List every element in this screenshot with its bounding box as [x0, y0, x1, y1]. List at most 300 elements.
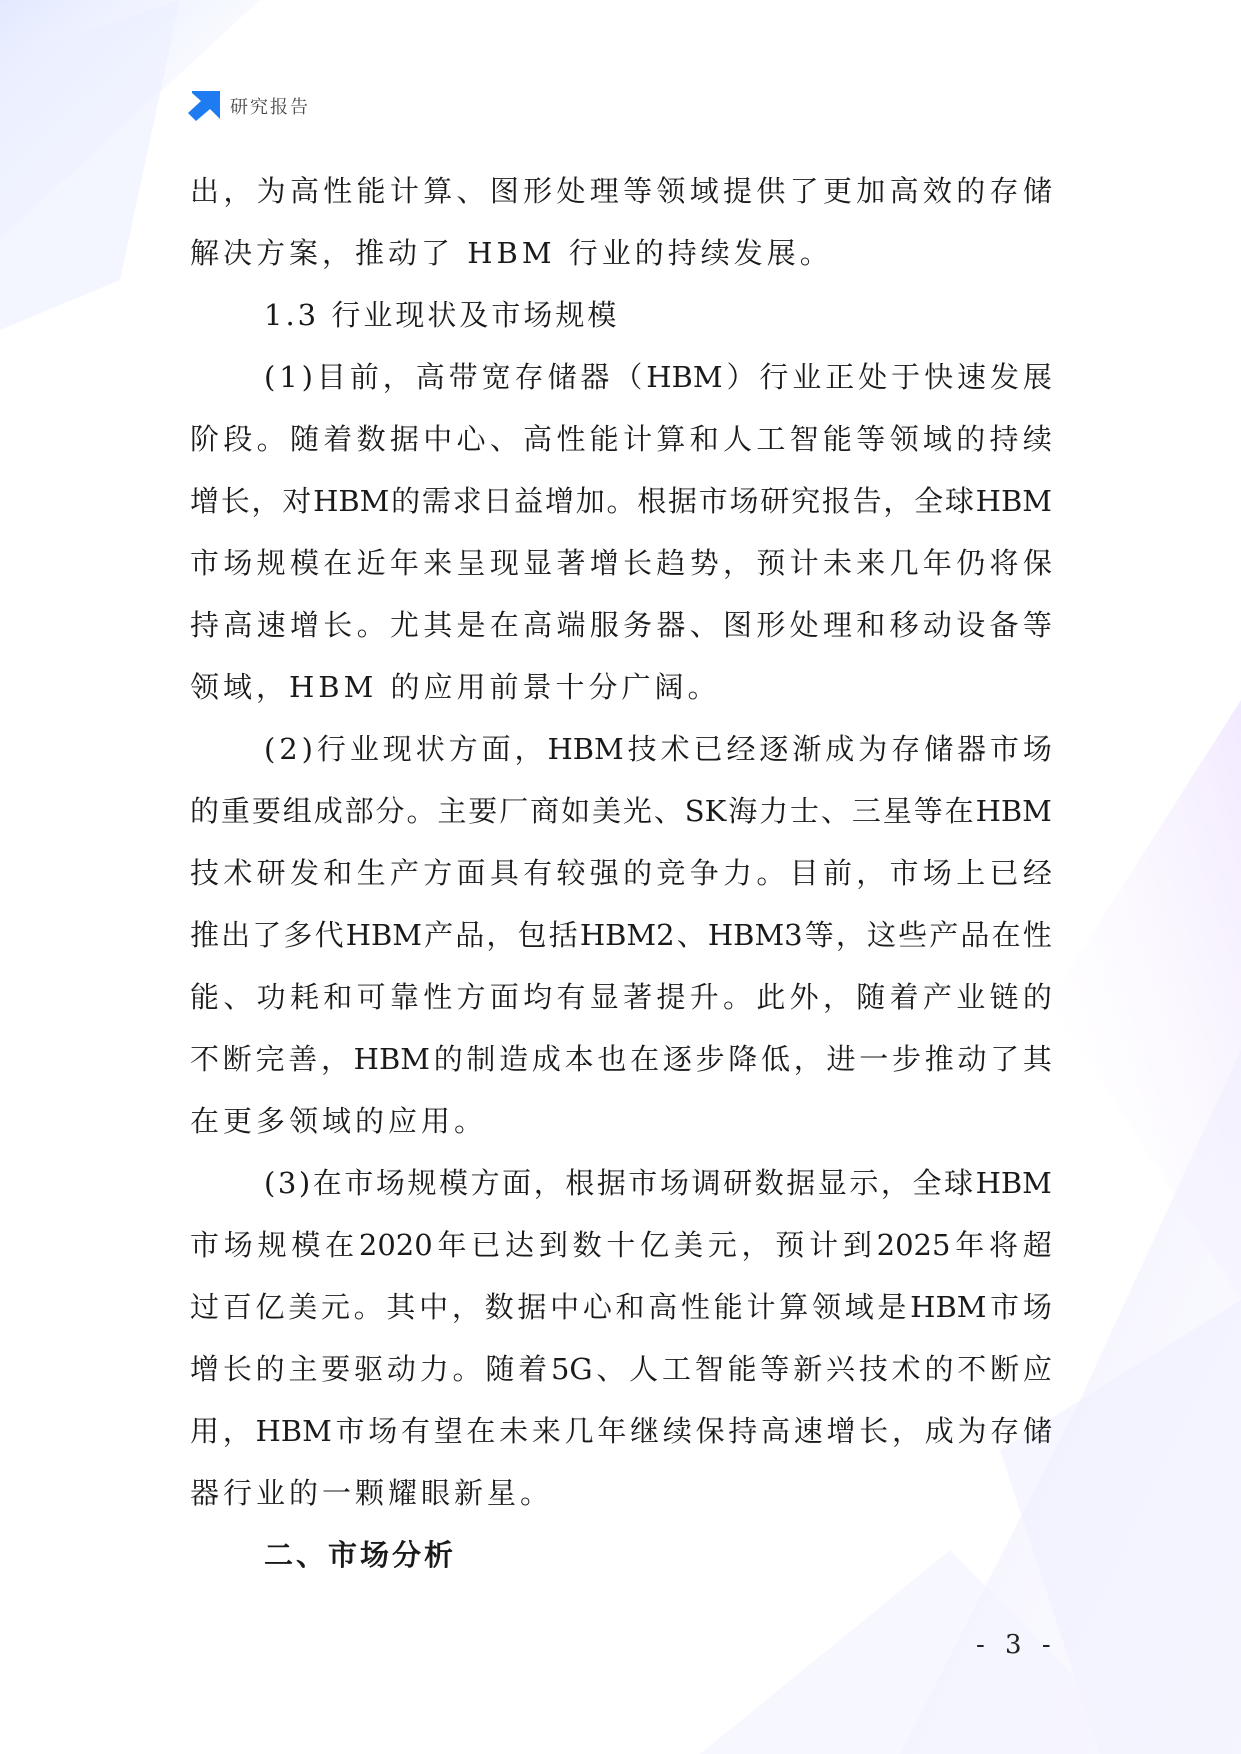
text-glyph: 人: [723, 422, 753, 456]
text-glyph: 存: [514, 360, 544, 394]
text-glyph: 究: [791, 484, 821, 518]
text-glyph: 现: [382, 732, 412, 766]
text-glyph: HBM: [255, 1414, 332, 1448]
text-glyph: 部: [344, 794, 374, 828]
text-glyph: 动: [386, 1352, 416, 1386]
text-glyph: HBM: [975, 794, 1052, 828]
text-glyph: 等: [856, 422, 886, 456]
text-glyph: 状: [415, 732, 445, 766]
text-glyph: 储: [924, 732, 954, 766]
text-glyph: 图: [723, 608, 753, 642]
text-glyph: 产: [424, 918, 454, 952]
text-glyph: 性: [423, 980, 453, 1014]
arrow-logo-icon: [188, 91, 220, 121]
text-glyph: 随: [485, 1352, 515, 1386]
text-glyph: 逐: [759, 732, 789, 766]
text-glyph: ，: [486, 918, 516, 952]
body-line: [190, 470, 1052, 532]
text-glyph: HBM: [313, 484, 390, 518]
text-glyph: 阶: [190, 422, 220, 456]
text-glyph: 更: [822, 174, 852, 208]
text-glyph: 逐: [662, 1042, 692, 1076]
text-glyph: 能: [356, 174, 386, 208]
text-glyph: 新: [793, 1352, 823, 1386]
text-glyph: 在: [489, 608, 519, 642]
text-glyph: 形: [523, 174, 553, 208]
text-glyph: 推: [190, 918, 220, 952]
text-glyph: 品: [455, 918, 485, 952]
text-glyph: 研: [723, 1166, 753, 1200]
text-glyph: 能: [727, 1352, 757, 1386]
text-glyph: 的: [956, 422, 986, 456]
text-glyph: 提: [656, 980, 686, 1014]
text-glyph: 显: [817, 1166, 847, 1200]
text-glyph: 未: [499, 1414, 529, 1448]
body-line: [190, 1028, 1052, 1090]
text-glyph: HBM2: [579, 918, 675, 952]
text-glyph: 士: [790, 794, 820, 828]
text-glyph: 在: [325, 1228, 355, 1262]
text-glyph: 高: [415, 360, 445, 394]
text-glyph: 在: [630, 1042, 660, 1076]
text-glyph: 也: [597, 1042, 627, 1076]
text-glyph: 年: [955, 1228, 985, 1262]
text-glyph: 持: [190, 608, 220, 642]
text-glyph: 理: [822, 608, 852, 642]
text-glyph: 性: [323, 174, 353, 208]
text-glyph: ，: [514, 732, 544, 766]
text-glyph: 移: [889, 608, 919, 642]
text-glyph: 靠: [389, 980, 419, 1014]
text-glyph: 正: [825, 360, 855, 394]
text-glyph: 预: [756, 546, 786, 580]
text-glyph: 的: [1022, 980, 1052, 1014]
text-glyph: 在: [466, 1414, 496, 1448]
text-glyph: 研: [760, 484, 790, 518]
text-glyph: 的: [391, 484, 421, 518]
text-glyph: 域: [844, 1290, 874, 1324]
text-glyph: 产: [929, 918, 959, 952]
text-glyph: 其: [423, 608, 453, 642]
text-glyph: 益: [514, 484, 544, 518]
text-glyph: 能: [822, 422, 852, 456]
text-glyph: 全: [914, 484, 944, 518]
text-glyph: 、: [689, 608, 719, 642]
text-glyph: 。: [356, 608, 386, 642]
body-line: [190, 1338, 1052, 1400]
text-glyph: 有: [523, 856, 553, 890]
text-glyph: 是: [456, 608, 486, 642]
text-glyph: 研: [256, 856, 286, 890]
text-glyph: ，: [891, 1414, 921, 1448]
text-glyph: 的: [255, 1352, 285, 1386]
body-line: [190, 1276, 1052, 1338]
text-glyph: 驱: [354, 1352, 384, 1386]
text-glyph: 十: [606, 1228, 636, 1262]
body-line: [190, 408, 1052, 470]
text-glyph: 年: [597, 1414, 627, 1448]
text-glyph: ): [301, 732, 313, 766]
text-glyph: 年: [922, 546, 952, 580]
text-glyph: 此: [756, 980, 786, 1014]
body-line: [190, 346, 1052, 408]
text-glyph: 的: [924, 1352, 954, 1386]
text-glyph: 要: [251, 794, 281, 828]
text-glyph: 速: [793, 1414, 823, 1448]
body-line: [190, 594, 1052, 656]
text-glyph: 工: [756, 422, 786, 456]
text-glyph: 能: [190, 980, 220, 1014]
text-glyph: 面: [456, 856, 486, 890]
text-glyph: 场: [223, 1228, 253, 1262]
text-glyph: 等: [623, 174, 653, 208]
text-glyph: 成: [924, 1414, 954, 1448]
text-glyph: 计: [809, 1228, 839, 1262]
chapter-heading: 二、市场分析: [264, 1538, 457, 1572]
text-glyph: 计: [746, 1290, 776, 1324]
text-glyph: 长: [222, 1352, 252, 1386]
text-glyph: 达: [505, 1228, 535, 1262]
text-glyph: 商: [530, 794, 560, 828]
body-line: [190, 966, 1052, 1028]
text-glyph: 场: [922, 856, 952, 890]
text-glyph: 了: [789, 174, 819, 208]
text-glyph: 高: [889, 174, 919, 208]
text-glyph: 能: [589, 422, 619, 456]
text-glyph: 元: [320, 1290, 350, 1324]
text-glyph: 长: [323, 608, 353, 642]
header-title: 研究报告: [230, 97, 310, 118]
text-glyph: 端: [556, 608, 586, 642]
text-glyph: 进: [826, 1042, 856, 1076]
text-glyph: 。: [452, 1352, 482, 1386]
text-glyph: 在: [312, 1166, 342, 1200]
text-glyph: 成: [825, 732, 855, 766]
text-glyph: 、: [820, 794, 850, 828]
text-glyph: 动: [922, 608, 952, 642]
text-glyph: 2020: [358, 1228, 433, 1262]
text-glyph: 为: [256, 174, 286, 208]
text-glyph: 市: [190, 546, 220, 580]
text-glyph: 已: [989, 856, 1019, 890]
text-glyph: 多: [283, 918, 313, 952]
text-glyph: 数: [484, 1290, 514, 1324]
text-glyph: 步: [695, 1042, 725, 1076]
text-glyph: 市: [628, 1166, 658, 1200]
text-glyph: 3: [277, 1166, 297, 1200]
text-glyph: 要: [468, 794, 498, 828]
text-glyph: 据: [668, 484, 698, 518]
text-glyph: 应: [1022, 1352, 1052, 1386]
text-glyph: ，: [741, 1228, 771, 1262]
text-glyph: 发: [289, 856, 319, 890]
text-glyph: ，: [320, 1042, 350, 1076]
text-glyph: 面: [502, 1166, 532, 1200]
text-glyph: 升: [689, 980, 719, 1014]
report-header: [188, 90, 310, 122]
text-glyph: 亿: [255, 1290, 285, 1324]
text-glyph: 。: [353, 1290, 383, 1324]
text-glyph: 带: [448, 360, 478, 394]
text-glyph: 几: [564, 1414, 594, 1448]
text-glyph: 在: [944, 794, 974, 828]
text-glyph: 已: [471, 1228, 501, 1262]
text-glyph: 规: [256, 546, 286, 580]
text-glyph: 一: [859, 1042, 889, 1076]
body-line: 在更多领域的应用。: [190, 1104, 488, 1138]
text-glyph: 、: [676, 918, 706, 952]
body-line: [190, 842, 1052, 904]
text-glyph: ，: [723, 546, 753, 580]
text-glyph: 持: [728, 1414, 758, 1448]
text-glyph: 求: [452, 484, 482, 518]
text-glyph: HBM: [910, 1290, 987, 1324]
text-glyph: 技: [190, 856, 220, 890]
text-glyph: 为: [858, 732, 888, 766]
text-glyph: 和: [323, 856, 353, 890]
text-glyph: 动: [957, 1042, 987, 1076]
text-glyph: 要: [321, 1352, 351, 1386]
text-glyph: 增: [826, 1414, 856, 1448]
text-glyph: 方: [456, 980, 486, 1014]
text-glyph: 元: [707, 1228, 737, 1262]
text-glyph: 能: [713, 1290, 743, 1324]
text-glyph: 高: [289, 174, 319, 208]
text-glyph: 规: [257, 1228, 287, 1262]
text-glyph: 增: [544, 484, 574, 518]
text-glyph: 场: [1022, 1290, 1052, 1324]
text-glyph: 器: [957, 732, 987, 766]
text-glyph: 计: [789, 546, 819, 580]
text-glyph: 等: [913, 794, 943, 828]
text-glyph: 行: [316, 732, 346, 766]
text-glyph: 其: [1022, 1042, 1052, 1076]
text-glyph: 断: [990, 1352, 1020, 1386]
text-glyph: 增: [190, 1352, 220, 1386]
text-glyph: 存: [990, 1414, 1020, 1448]
text-glyph: 需: [421, 484, 451, 518]
text-glyph: 发: [989, 360, 1019, 394]
text-glyph: HBM: [975, 1166, 1052, 1200]
text-glyph: 已: [693, 732, 723, 766]
text-glyph: 效: [922, 174, 952, 208]
text-glyph: 保: [695, 1414, 725, 1448]
report-body: [190, 160, 1052, 1586]
body-line: [190, 1214, 1052, 1276]
text-glyph: ，: [793, 1042, 823, 1076]
text-glyph: 中: [550, 1290, 580, 1324]
text-glyph: ，: [822, 980, 852, 1014]
text-glyph: 形: [756, 608, 786, 642]
text-glyph: 技: [858, 1352, 888, 1386]
text-glyph: 是: [877, 1290, 907, 1324]
text-glyph: 随: [856, 980, 886, 1014]
text-glyph: ，: [382, 360, 412, 394]
text-glyph: 继: [630, 1414, 660, 1448]
text-glyph: 设: [956, 608, 986, 642]
text-glyph: 功: [256, 980, 286, 1014]
text-glyph: 百: [222, 1290, 252, 1324]
text-glyph: 产: [389, 856, 419, 890]
text-glyph: 宽: [481, 360, 511, 394]
text-glyph: 和: [856, 608, 886, 642]
body-line: [190, 1400, 1052, 1462]
text-glyph: 增: [289, 608, 319, 642]
text-glyph: 上: [956, 856, 986, 890]
text-glyph: 模: [439, 1166, 469, 1200]
text-glyph: (: [264, 1166, 276, 1200]
text-glyph: 示: [849, 1166, 879, 1200]
text-glyph: 场: [368, 1414, 398, 1448]
text-glyph: 图: [489, 174, 519, 208]
text-glyph: 亿: [640, 1228, 670, 1262]
text-glyph: 场: [659, 1166, 689, 1200]
text-glyph: 美: [288, 1290, 318, 1324]
text-glyph: HBM: [975, 484, 1052, 518]
body-line: [190, 904, 1052, 966]
text-glyph: 计: [389, 174, 419, 208]
text-glyph: 经: [726, 732, 756, 766]
text-glyph: HBM: [547, 732, 624, 766]
text-glyph: 供: [756, 174, 786, 208]
text-glyph: 数: [754, 1166, 784, 1200]
text-glyph: 速: [256, 608, 286, 642]
page-number: - 3 -: [976, 1630, 1057, 1660]
text-glyph: 高: [648, 1290, 678, 1324]
text-glyph: 、: [489, 422, 519, 456]
text-glyph: 在: [991, 918, 1021, 952]
text-glyph: 日: [483, 484, 513, 518]
text-glyph: 显: [523, 546, 553, 580]
text-glyph: 力: [723, 856, 753, 890]
text-glyph: 服: [589, 608, 619, 642]
text-glyph: 等: [1022, 608, 1052, 642]
text-glyph: ，: [251, 484, 281, 518]
text-glyph: 面: [481, 732, 511, 766]
text-glyph: 到: [842, 1228, 872, 1262]
text-glyph: HBM: [345, 918, 422, 952]
text-glyph: 争: [689, 856, 719, 890]
text-glyph: 现: [489, 546, 519, 580]
text-glyph: 2025: [876, 1228, 951, 1262]
body-line: [190, 780, 1052, 842]
text-glyph: 重: [220, 794, 250, 828]
text-glyph: （: [613, 360, 643, 394]
text-glyph: HBM: [646, 360, 723, 394]
text-glyph: 术: [891, 1352, 921, 1386]
text-glyph: ，: [835, 918, 865, 952]
text-glyph: 的: [956, 174, 986, 208]
text-glyph: 储: [547, 360, 577, 394]
body-line: 器行业的一颗耀眼新星。: [190, 1476, 554, 1510]
text-glyph: 主: [437, 794, 467, 828]
text-glyph: 具: [489, 856, 519, 890]
text-glyph: 来: [531, 1414, 561, 1448]
text-glyph: 增: [190, 484, 220, 518]
text-glyph: 告: [852, 484, 882, 518]
text-glyph: 对: [282, 484, 312, 518]
text-glyph: 场: [729, 484, 759, 518]
text-glyph: 生: [356, 856, 386, 890]
text-glyph: 的: [190, 794, 220, 828]
text-glyph: HBM: [353, 1042, 430, 1076]
text-glyph: 长: [623, 546, 653, 580]
text-glyph: 调: [691, 1166, 721, 1200]
text-glyph: 随: [289, 422, 319, 456]
body-line: [190, 1152, 1052, 1214]
text-glyph: 业: [349, 732, 379, 766]
text-glyph: ，: [223, 174, 253, 208]
text-glyph: 到: [538, 1228, 568, 1262]
text-glyph: 竞: [656, 856, 686, 890]
text-glyph: 算: [423, 174, 453, 208]
text-glyph: 。: [256, 422, 286, 456]
text-glyph: 市: [989, 732, 1019, 766]
text-glyph: 断: [222, 1042, 252, 1076]
text-glyph: 过: [190, 1290, 220, 1324]
text-glyph: 出: [221, 918, 251, 952]
text-glyph: 中: [419, 1290, 449, 1324]
text-glyph: 降: [728, 1042, 758, 1076]
text-glyph: 领: [889, 422, 919, 456]
text-glyph: 储: [1022, 174, 1052, 208]
text-glyph: 低: [761, 1042, 791, 1076]
text-glyph: 三: [851, 794, 881, 828]
text-glyph: 模: [289, 546, 319, 580]
text-glyph: 尤: [389, 608, 419, 642]
text-glyph: 高: [223, 608, 253, 642]
text-glyph: 快: [924, 360, 954, 394]
text-glyph: 光: [622, 794, 652, 828]
text-glyph: ): [298, 1166, 311, 1200]
text-glyph: 代: [314, 918, 344, 952]
text-glyph: 业: [792, 360, 822, 394]
text-glyph: 长: [859, 1414, 889, 1448]
text-glyph: 存: [989, 174, 1019, 208]
text-glyph: 数: [572, 1228, 602, 1262]
text-glyph: 据: [517, 1290, 547, 1324]
text-glyph: 着: [518, 1352, 548, 1386]
body-line: 解决方案，推动了 HBM 行业的持续发展。: [190, 236, 833, 270]
text-glyph: 呈: [456, 546, 486, 580]
text-glyph: 善: [288, 1042, 318, 1076]
text-glyph: 算: [656, 422, 686, 456]
text-glyph: 势: [689, 546, 719, 580]
text-glyph: 着: [889, 980, 919, 1014]
text-glyph: 市: [190, 1228, 220, 1262]
text-glyph: 。: [723, 980, 753, 1014]
text-glyph: 着: [323, 422, 353, 456]
text-glyph: 显: [589, 980, 619, 1014]
text-glyph: 方: [448, 732, 478, 766]
text-glyph: 全: [912, 1166, 942, 1200]
text-glyph: 外: [789, 980, 819, 1014]
text-glyph: 这: [867, 918, 897, 952]
text-glyph: 速: [957, 360, 987, 394]
text-glyph: 、: [596, 1352, 626, 1386]
text-glyph: 厂: [499, 794, 529, 828]
text-glyph: 提: [723, 174, 753, 208]
text-glyph: 加: [575, 484, 605, 518]
text-glyph: 数: [356, 422, 386, 456]
text-glyph: 续: [662, 1414, 692, 1448]
text-glyph: 性: [556, 422, 586, 456]
text-glyph: 几: [889, 546, 919, 580]
text-glyph: 年: [437, 1228, 467, 1262]
text-glyph: 分: [375, 794, 405, 828]
text-glyph: 前: [822, 856, 852, 890]
text-glyph: 高: [523, 608, 553, 642]
